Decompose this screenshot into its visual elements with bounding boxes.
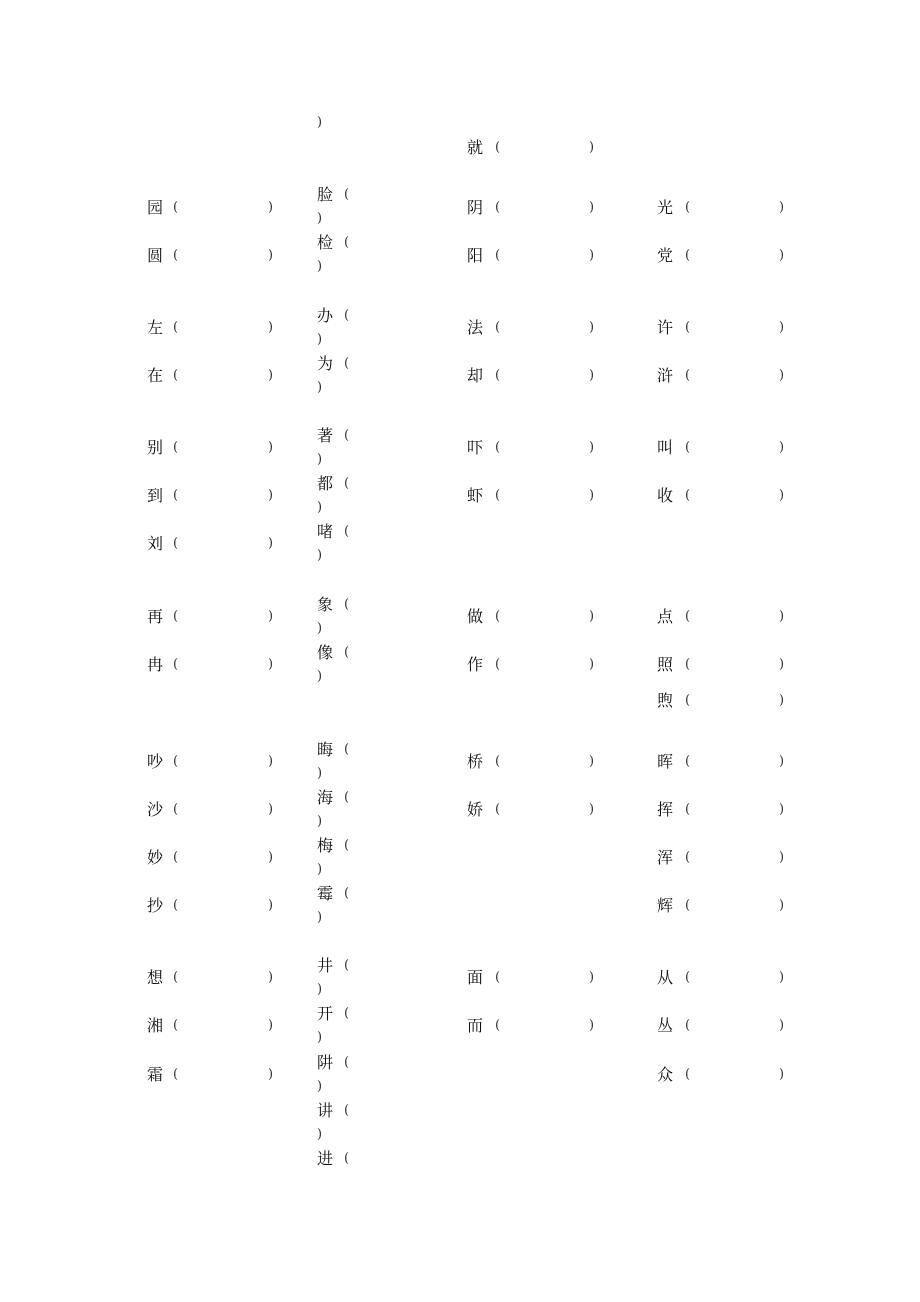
character-label: 为	[317, 354, 334, 373]
answer-blank-close: )	[779, 200, 785, 215]
character-label: 开	[317, 1004, 334, 1023]
character-label: 点	[657, 607, 674, 626]
answer-blank-close: )	[779, 1067, 785, 1082]
answer-blank-open: (	[685, 970, 691, 985]
answer-blank-close: )	[589, 488, 595, 503]
answer-blank-close: )	[317, 862, 323, 877]
character-label: 面	[467, 968, 484, 987]
character-label: 党	[657, 246, 674, 265]
answer-blank-close: )	[589, 320, 595, 335]
answer-blank-open: (	[344, 1006, 350, 1021]
answer-blank-open: (	[344, 790, 350, 805]
character-label: 叫	[657, 438, 674, 457]
answer-blank-open: (	[173, 488, 179, 503]
answer-blank-open: (	[344, 235, 350, 250]
answer-blank-open: (	[344, 356, 350, 371]
answer-blank-open: (	[495, 802, 501, 817]
answer-blank-close: )	[317, 380, 323, 395]
answer-blank-open: (	[685, 802, 691, 817]
answer-blank-close: )	[268, 970, 274, 985]
answer-blank-open: (	[173, 898, 179, 913]
answer-blank-close: )	[317, 259, 323, 274]
answer-blank-open: (	[344, 1103, 350, 1118]
character-label: 作	[467, 655, 484, 674]
answer-blank-open: (	[173, 368, 179, 383]
character-label: 浑	[657, 848, 674, 867]
character-label: 许	[657, 318, 674, 337]
character-label: 想	[147, 968, 164, 987]
character-label: 娇	[467, 800, 484, 819]
answer-blank-close: )	[317, 1030, 323, 1045]
answer-blank-close: )	[268, 248, 274, 263]
answer-blank-open: (	[685, 320, 691, 335]
character-label: 著	[317, 426, 334, 445]
answer-blank-open: (	[173, 850, 179, 865]
character-label: 收	[657, 486, 674, 505]
answer-blank-close: )	[268, 802, 274, 817]
character-label: 晦	[317, 740, 334, 759]
character-label: 妙	[147, 848, 164, 867]
answer-blank-open: (	[344, 1055, 350, 1070]
answer-blank-close: )	[268, 657, 274, 672]
answer-blank-open: (	[344, 645, 350, 660]
character-label: 湘	[147, 1016, 164, 1035]
answer-blank-close: )	[589, 200, 595, 215]
answer-blank-close: )	[779, 609, 785, 624]
answer-blank-close: )	[268, 850, 274, 865]
character-label: 阱	[317, 1053, 334, 1072]
character-label: 冉	[147, 655, 164, 674]
answer-blank-open: (	[495, 200, 501, 215]
answer-blank-open: (	[344, 524, 350, 539]
answer-blank-open: (	[344, 958, 350, 973]
answer-blank-open: (	[685, 898, 691, 913]
answer-blank-open: (	[173, 320, 179, 335]
character-label: 到	[147, 486, 164, 505]
answer-blank-close: )	[268, 488, 274, 503]
character-label: 抄	[147, 896, 164, 915]
character-label: 从	[657, 968, 674, 987]
character-label: 霜	[147, 1065, 164, 1084]
character-label: 像	[317, 643, 334, 662]
answer-blank-close: )	[779, 754, 785, 769]
answer-blank-close: )	[268, 1067, 274, 1082]
answer-blank-close: )	[268, 368, 274, 383]
character-label: 再	[147, 607, 164, 626]
character-label: 却	[467, 366, 484, 385]
character-label: 园	[147, 198, 164, 217]
answer-blank-close: )	[589, 970, 595, 985]
character-label: 都	[317, 474, 334, 493]
answer-blank-close: )	[779, 802, 785, 817]
answer-blank-close: )	[779, 320, 785, 335]
answer-blank-open: (	[173, 536, 179, 551]
character-label: 阳	[467, 246, 484, 265]
answer-blank-close: )	[589, 248, 595, 263]
answer-blank-open: (	[685, 850, 691, 865]
answer-blank-close: )	[779, 850, 785, 865]
answer-blank-close: )	[317, 621, 323, 636]
answer-blank-open: (	[173, 609, 179, 624]
answer-blank-close: )	[779, 248, 785, 263]
answer-blank-close: )	[779, 368, 785, 383]
character-label: 别	[147, 438, 164, 457]
character-label: 啫	[317, 522, 334, 541]
answer-blank-open: (	[173, 970, 179, 985]
answer-blank-close: )	[268, 200, 274, 215]
answer-blank-open: (	[173, 754, 179, 769]
answer-blank-close: )	[268, 898, 274, 913]
answer-blank-open: (	[685, 368, 691, 383]
answer-blank-close: )	[589, 802, 595, 817]
answer-blank-close: )	[589, 609, 595, 624]
answer-blank-open: (	[173, 657, 179, 672]
answer-blank-open: (	[344, 476, 350, 491]
answer-blank-open: (	[685, 488, 691, 503]
character-label: 阴	[467, 198, 484, 217]
character-label: 煦	[657, 691, 674, 710]
character-label: 挥	[657, 800, 674, 819]
character-label: 办	[317, 306, 334, 325]
answer-blank-close: )	[317, 910, 323, 925]
character-label: 进	[317, 1149, 334, 1168]
character-label: 在	[147, 366, 164, 385]
answer-blank-close: )	[317, 1079, 323, 1094]
character-label: 刘	[147, 534, 164, 553]
answer-blank-open: (	[685, 1067, 691, 1082]
character-label: 左	[147, 318, 164, 337]
answer-blank-close: )	[268, 440, 274, 455]
character-label: 井	[317, 956, 334, 975]
answer-blank-open: (	[495, 1018, 501, 1033]
answer-blank-close: )	[589, 368, 595, 383]
character-label: 霉	[317, 884, 334, 903]
answer-blank-open: (	[173, 1018, 179, 1033]
answer-blank-open: (	[685, 248, 691, 263]
answer-blank-open: (	[344, 742, 350, 757]
answer-blank-close: )	[317, 548, 323, 563]
answer-blank-open: (	[685, 440, 691, 455]
answer-blank-close: )	[268, 320, 274, 335]
answer-blank-open: (	[685, 609, 691, 624]
answer-blank-open: (	[344, 187, 350, 202]
character-label: 众	[657, 1065, 674, 1084]
answer-blank-open: (	[685, 657, 691, 672]
answer-blank-close: )	[317, 814, 323, 829]
close-paren: )	[317, 115, 323, 130]
character-label: 海	[317, 788, 334, 807]
character-label: 脸	[317, 185, 334, 204]
answer-blank-close: )	[779, 657, 785, 672]
character-label: 讲	[317, 1101, 334, 1120]
answer-blank-close: )	[268, 536, 274, 551]
answer-blank-open: (	[685, 1018, 691, 1033]
character-label: 圆	[147, 246, 164, 265]
answer-blank-open: (	[685, 200, 691, 215]
character-label: 照	[657, 655, 674, 674]
answer-blank-open: (	[173, 802, 179, 817]
character-label: 丛	[657, 1016, 674, 1035]
answer-blank-close: )	[589, 754, 595, 769]
character-label: 吵	[147, 752, 164, 771]
answer-blank-open: (	[344, 1151, 350, 1166]
answer-blank-open: (	[495, 320, 501, 335]
answer-blank-open: (	[344, 838, 350, 853]
answer-blank-open: (	[344, 308, 350, 323]
answer-blank-close: )	[779, 1018, 785, 1033]
answer-blank-open: (	[685, 693, 691, 708]
answer-blank-open: (	[495, 657, 501, 672]
character-label: 做	[467, 607, 484, 626]
answer-blank-open: (	[685, 754, 691, 769]
character-label: 虾	[467, 486, 484, 505]
answer-blank-close: )	[589, 657, 595, 672]
character-label: 光	[657, 198, 674, 217]
character-label: 梅	[317, 836, 334, 855]
answer-blank-close: )	[779, 898, 785, 913]
answer-blank-close: )	[779, 488, 785, 503]
answer-blank-open: (	[495, 754, 501, 769]
answer-blank-open: (	[495, 970, 501, 985]
character-label: 桥	[467, 752, 484, 771]
character-label: 晖	[657, 752, 674, 771]
character-label: 象	[317, 595, 334, 614]
answer-blank-close: )	[317, 766, 323, 781]
answer-blank-close: )	[317, 500, 323, 515]
answer-blank-close: )	[317, 1127, 323, 1142]
answer-blank-close: )	[317, 452, 323, 467]
character-label: 就	[467, 138, 484, 157]
answer-blank-open: (	[344, 597, 350, 612]
answer-blank-open: (	[495, 488, 501, 503]
answer-blank-close: )	[317, 669, 323, 684]
answer-blank-open: (	[173, 1067, 179, 1082]
character-label: 检	[317, 233, 334, 252]
answer-blank-open: (	[344, 886, 350, 901]
character-label: 吓	[467, 438, 484, 457]
answer-blank-open: (	[495, 440, 501, 455]
answer-blank-close: )	[589, 1018, 595, 1033]
answer-blank-open: (	[495, 140, 501, 155]
answer-blank-close: )	[268, 609, 274, 624]
answer-blank-open: (	[344, 428, 350, 443]
character-label: 辉	[657, 896, 674, 915]
answer-blank-close: )	[317, 982, 323, 997]
answer-blank-close: )	[779, 693, 785, 708]
answer-blank-open: (	[173, 248, 179, 263]
answer-blank-open: (	[173, 440, 179, 455]
answer-blank-close: )	[317, 332, 323, 347]
answer-blank-close: )	[779, 970, 785, 985]
answer-blank-close: )	[317, 211, 323, 226]
answer-blank-open: (	[495, 609, 501, 624]
character-label: 沙	[147, 800, 164, 819]
answer-blank-close: )	[268, 754, 274, 769]
answer-blank-close: )	[589, 140, 595, 155]
character-label: 法	[467, 318, 484, 337]
answer-blank-close: )	[589, 440, 595, 455]
answer-blank-close: )	[268, 1018, 274, 1033]
answer-blank-close: )	[779, 440, 785, 455]
character-label: 而	[467, 1016, 484, 1035]
character-label: 浒	[657, 366, 674, 385]
answer-blank-open: (	[495, 248, 501, 263]
answer-blank-open: (	[495, 368, 501, 383]
answer-blank-open: (	[173, 200, 179, 215]
